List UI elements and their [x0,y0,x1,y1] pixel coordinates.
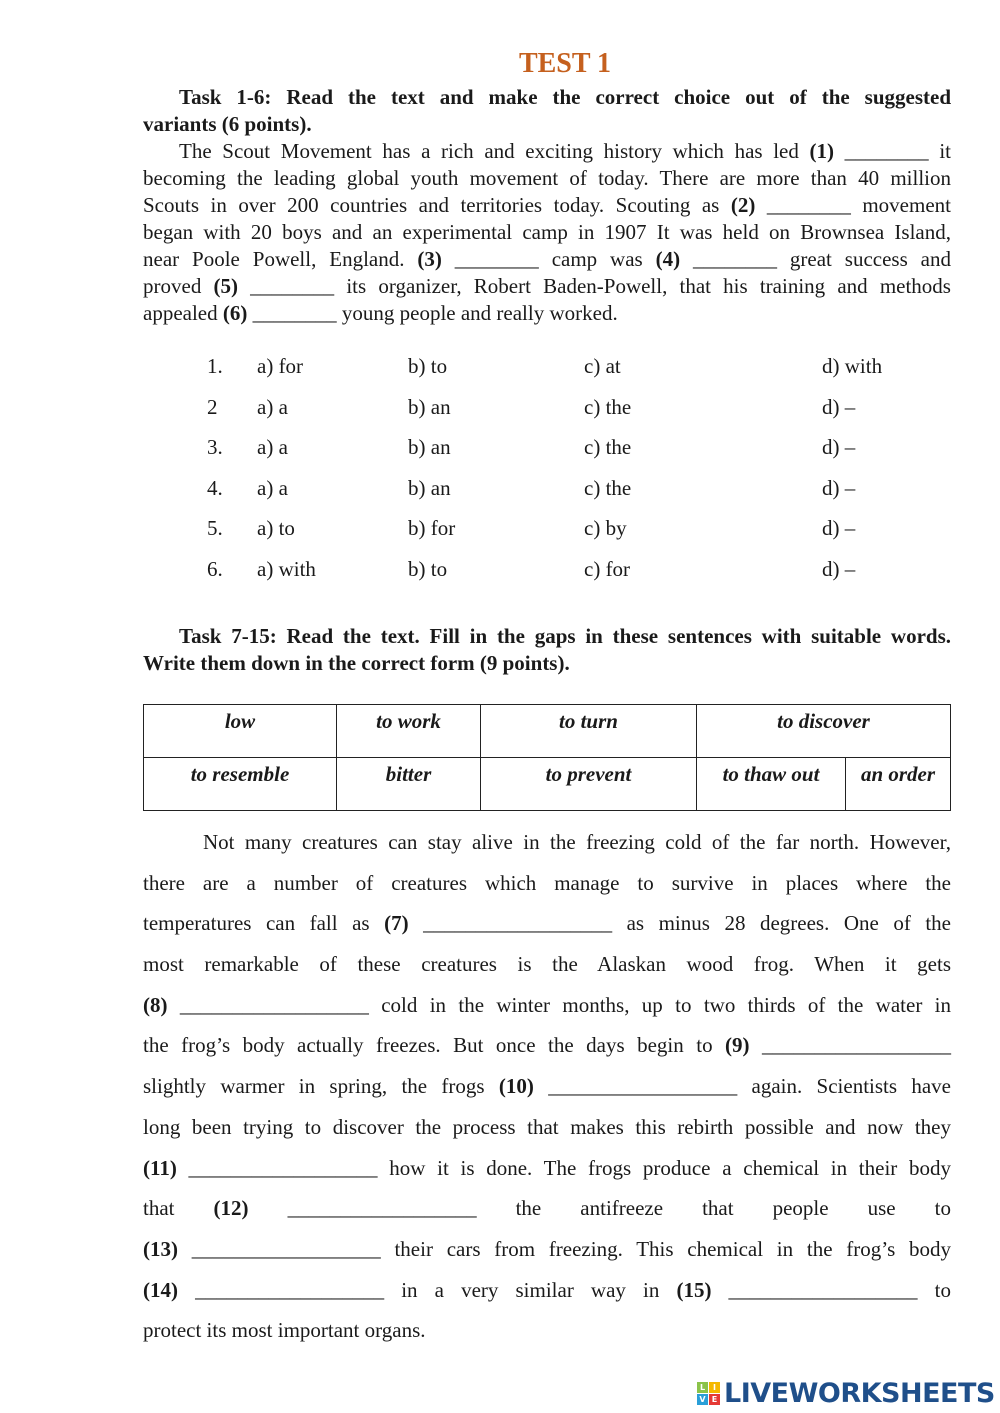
passage-text: temperatures can fall as [143,911,385,936]
option-b[interactable]: b) for [408,516,456,541]
word-cell: to turn [481,705,697,758]
gap-number: (10) [498,1074,534,1099]
passage-line [143,903,951,944]
passage-line [143,165,951,192]
option-d[interactable]: d) – [822,435,856,460]
page-title: TEST 1 [518,48,612,79]
passage-text: __________________ [749,1033,951,1058]
option-c[interactable]: c) the [584,394,632,419]
passage-line [143,1066,951,1107]
gap-number: (4) [655,247,681,271]
option-b[interactable]: b) to [408,557,448,581]
passage-line [143,1229,951,1270]
gap-number: (1) [809,139,835,163]
option-d[interactable]: d) – [822,475,856,500]
passage-text: ________ its organizer, Robert Baden-Powell, that his training and methods [237,274,951,298]
question-number: 3. [207,435,223,460]
task2-heading [143,623,951,677]
logo-letter-square: E [709,1394,720,1405]
word-cell: bitter [337,758,481,811]
word-bank-row [144,705,951,758]
gap-number: (8) [143,992,168,1017]
passage-text: becoming the leading global youth movement of today. There are more than 40 million [143,166,951,190]
passage-text: there are a number of creatures which manage to survive in places where the [143,870,951,895]
gap-number: (11) [143,1155,177,1180]
passage-line [143,1310,951,1351]
option-c[interactable]: c) at [584,354,621,378]
gap-number: (9) [725,1033,750,1058]
passage-text: near Poole Powell, England. [143,247,418,271]
word-cell: to discover [697,705,951,758]
option-c[interactable]: c) the [584,475,632,500]
logo-letter-square: L [697,1382,708,1393]
passage-line [143,192,951,219]
passage-line [143,300,951,327]
passage-text: began with 20 boys and an experimental camp in 1907 It was held on Brownsea Island, [143,220,951,244]
passage-text: ________ great success and [680,247,951,271]
passage-text: Not many creatures can stay alive in the freezing cold of the far north. However, [203,830,951,854]
option-a[interactable]: a) with [257,557,316,581]
question-number: 5. [207,516,223,541]
passage-line [143,219,951,246]
word-cell: to thaw out [697,758,846,811]
task1-heading-line2: variants (6 points). [143,112,312,136]
passage-text: __________________ their cars from freezing. This chemical in the frog’s body [178,1236,951,1261]
passage-text: ________ young people and really worked. [247,301,618,325]
option-c[interactable]: c) the [584,435,632,460]
passage-line [143,273,951,300]
option-d[interactable]: d) – [822,394,856,419]
passage-line [143,944,951,985]
word-cell: to prevent [481,758,697,811]
passage-text: Scouts in over 200 countries and territories today. Scouting as [143,193,731,217]
passage-line [143,1107,951,1148]
option-row [0,395,1000,425]
passage-text: long been trying to discover the process that makes this rebirth possible and now they [143,1114,951,1139]
logo-text: LIVEWORKSHEETS [724,1378,995,1409]
word-cell: low [144,705,337,758]
live-squares-icon [697,1382,720,1405]
passage-line [143,863,951,904]
passage-line [143,138,951,165]
option-row [0,516,1000,546]
option-a[interactable]: a) a [257,475,288,500]
gap-number: (5) [213,274,238,298]
option-row [0,354,1000,384]
option-d[interactable]: d) – [822,557,856,581]
passage-line [143,1148,951,1189]
option-a[interactable]: a) to [257,516,295,541]
task1-section [143,84,951,327]
option-row [0,435,1000,465]
option-b[interactable]: b) an [408,394,451,419]
passage-text: most remarkable of these creatures is the Alaskan wood frog. When it gets [143,952,951,977]
passage-text: __________________ to [711,1277,951,1302]
liveworksheets-logo [697,1378,995,1409]
question-number: 2 [207,394,218,419]
gap-number: (2) [730,193,756,217]
passage-text: __________________ in a very similar way in [178,1277,677,1302]
passage-text: the frog’s body actually freezes. But once the days begin to [143,1033,726,1058]
option-row [0,557,1000,587]
passage-text: __________________ as minus 28 degrees. One of the [408,911,951,936]
passage-line [143,1270,951,1311]
question-number: 4. [207,475,223,500]
passage-text: The Scout Movement has a rich and exciting history which has led [179,139,810,163]
logo-letter-square: V [697,1394,708,1405]
gap-number: (14) [143,1277,178,1302]
option-a[interactable]: a) a [257,394,288,419]
passage-text: __________________ cold in the winter months, up to two thirds of the water in [167,992,951,1017]
option-a[interactable]: a) a [257,435,288,460]
gap-number: (12) [213,1196,249,1221]
passage-text: ________ movement [755,193,951,217]
task2-heading-line2: Write them down in the correct form (9 points). [143,651,570,675]
passage-line [143,1188,951,1229]
word-bank-table [143,704,951,811]
passage-text: that [143,1196,214,1221]
passage-text: __________________ again. Scientists have [533,1074,951,1099]
gap-number: (6) [222,301,248,325]
word-cell: an order [846,758,951,811]
option-a[interactable]: a) for [257,354,304,378]
option-b[interactable]: b) an [408,475,451,500]
passage-text: protect its most important organs. [143,1318,426,1343]
gap-number: (7) [384,911,409,936]
word-cell: to work [337,705,481,758]
option-c[interactable]: c) for [584,557,631,581]
option-c[interactable]: c) by [584,516,627,541]
option-b[interactable]: b) an [408,435,451,460]
passage-text: __________________ the antifreeze that people use to [248,1196,951,1221]
task1-passage [143,138,951,327]
task1-heading-line1: Task 1-6: Read the text and make the correct choice out of the suggested [179,85,951,109]
option-d[interactable]: d) with [822,354,883,378]
passage-text: ________ it [834,139,952,163]
passage-text: __________________ how it is done. The frogs produce a chemical in their body [176,1155,951,1180]
passage-text: ________ camp was [441,247,656,271]
word-cell: to resemble [144,758,337,811]
gap-number: (13) [143,1236,178,1261]
passage-line [143,822,951,863]
word-bank-row [144,758,951,811]
passage-line [143,246,951,273]
passage-text: proved [143,274,214,298]
task2-passage [143,822,951,1351]
passage-line [143,1025,951,1066]
option-b[interactable]: b) to [408,354,448,378]
task2-heading-line1: Task 7-15: Read the text. Fill in the gaps in these sentences with suitable words. [179,624,951,648]
gap-number: (15) [676,1277,712,1302]
question-number: 6. [207,557,223,581]
gap-number: (3) [417,247,442,271]
option-d[interactable]: d) – [822,516,856,541]
logo-letter-square: I [709,1382,720,1393]
option-row [0,476,1000,506]
passage-line [143,985,951,1026]
passage-text: appealed [143,301,223,325]
question-number: 1. [207,354,223,378]
passage-text: slightly warmer in spring, the frogs [143,1074,499,1099]
